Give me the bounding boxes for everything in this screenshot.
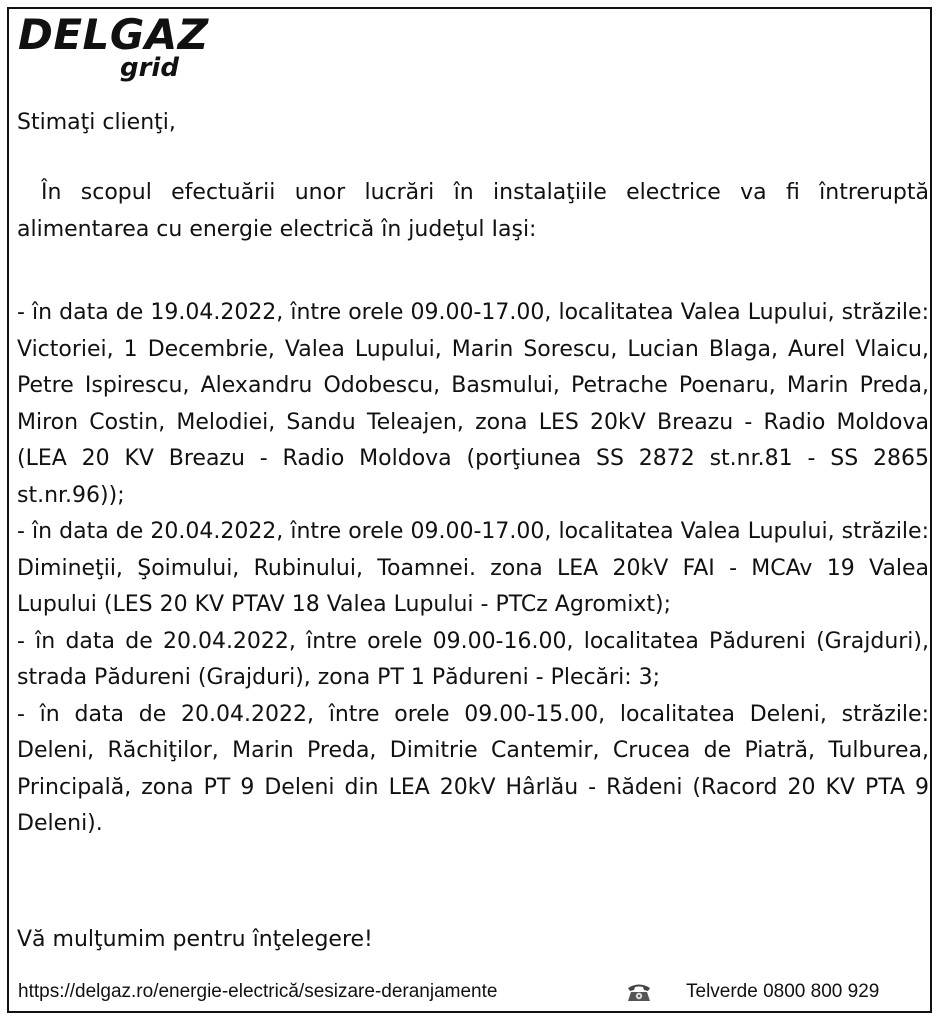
logo-sub: grid (120, 53, 179, 83)
outage-item: - în data de 20.04.2022, între orele 09.00-17.00, localitatea Valea Lupului, străzile: Dimineţii, Şoimului, Rubinului, Toamnei. zona LEA 20kV FAI - MCAv 19 Valea Lupului (LES 20 KV PTAV 18 Valea Lupului - PTCz Agromixt); (17, 519, 929, 617)
thanks-line: Vă mulţumim pentru înţelegere! (17, 927, 373, 952)
outage-item: - în data de 20.04.2022, între orele 09.00-16.00, localitatea Pădureni (Grajduri), strada Pădureni (Grajduri), zona PT 1 Pădureni - Plecări: 3; (17, 628, 929, 690)
outage-item: - în data de 20.04.2022, între orele 09.00-15.00, localitatea Deleni, străzile: Deleni, Răchiţilor, Marin Preda, Dimitrie Cantemir, Crucea de Piatră, Tulburea, Principală, zona PT 9 Deleni din LEA 20kV Hârlău - Rădeni (Racord 20 KV PTA 9 Deleni). (17, 701, 929, 836)
footer-url[interactable]: https://delgaz.ro/energie-electrică/sesizare-deranjamente (18, 981, 498, 1002)
outage-item: - în data de 19.04.2022, între orele 09.00-17.00, localitatea Valea Lupului, străzile: Victoriei, 1 Decembrie, Valea Lupului, Marin Sorescu, Lucian Blaga, Aurel Vlaicu, Petre Ispirescu, Alexandru Odobescu, Basmului, Petrache Poenaru, Marin Preda, Miron Costin, Melodiei, Sandu Teleajen, zona LES 20kV Breazu - Radio Moldova (LEA 20 KV Breazu - Radio Moldova (porţiunea SS 2872 st.nr.81 - SS 2865 st.nr.96)); (17, 300, 929, 508)
intro-paragraph: În scopul efectuării unor lucrări în instalaţiile electrice va fi întreruptă alimentarea cu energie electrică în judeţul Iaşi: (17, 180, 929, 242)
logo-brand: DELGAZ (18, 10, 209, 59)
greeting: Stimaţi clienţi, (17, 110, 176, 135)
telephone-icon (625, 980, 653, 1004)
footer-phone: Telverde 0800 800 929 (686, 981, 880, 1002)
delgaz-grid-logo (18, 10, 209, 83)
outage-list (17, 295, 929, 843)
